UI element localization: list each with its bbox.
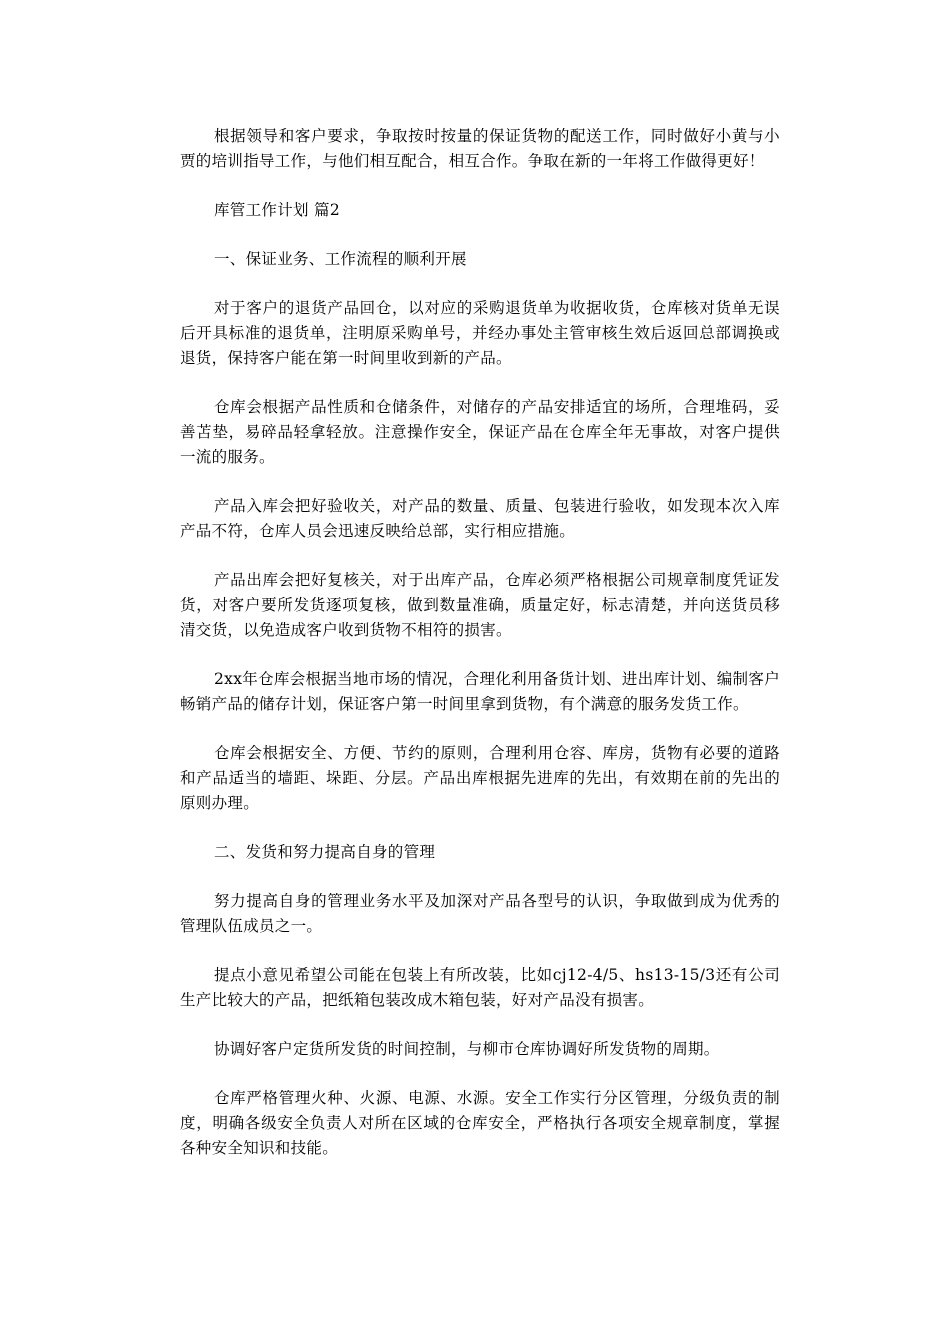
paragraph-inbound: 产品入库会把好验收关，对产品的数量、质量、包装进行验收，如发现本次入库产品不符，仓库人员会迅速反映给总部，实行相应措施。: [180, 497, 780, 540]
paragraph-coordination: 协调好客户定货所发货的时间控制，与柳市仓库协调好所发货物的周期。: [214, 1040, 720, 1058]
paragraph-planning: 2xx年仓库会根据当地市场的情况，合理化利用备货计划、进出库计划、编制客户畅销产品的储存计划，保证客户第一时间里拿到货物，有个满意的服务发货工作。: [180, 670, 780, 713]
heading-2: 二、发货和努力提高自身的管理: [214, 843, 436, 861]
paragraph-intro: 根据领导和客户要求，争取按时按量的保证货物的配送工作，同时做好小黄与小贾的培训指导工作，与他们相互配合，相互合作。争取在新的一年将工作做得更好！: [180, 127, 780, 170]
paragraph-self-improvement: 努力提高自身的管理业务水平及加深对产品各型号的认识，争取做到成为优秀的管理队伍成员之一。: [180, 892, 780, 935]
section-title: 库管工作计划 篇2: [214, 201, 340, 219]
paragraph-returns: 对于客户的退货产品回仓，以对应的采购退货单为收据收货，仓库核对货单无误后开具标准的退货单，注明原采购单号，并经办事处主管审核生效后返回总部调换或退货，保持客户能在第一时间里收到新的产品。: [180, 299, 780, 367]
paragraph-outbound: 产品出库会把好复核关，对于出库产品，仓库必须严格根据公司规章制度凭证发货，对客户要所发货逐项复核，做到数量准确，质量定好，标志清楚，并向送货员移清交货，以免造成客户收到货物不相符的损害。: [180, 571, 780, 639]
document-body: [180, 124, 780, 1185]
paragraph-packaging: 提点小意见希望公司能在包装上有所改装，比如cj12-4/5、hs13-15/3还有公司生产比较大的产品，把纸箱包装改成木箱包装，好对产品没有损害。: [180, 966, 780, 1009]
paragraph-space: 仓库会根据安全、方便、节约的原则，合理利用仓容、库房，货物有必要的道路和产品适当的墙距、垛距、分层。产品出库根据先进库的先出，有效期在前的先出的原则办理。: [180, 744, 780, 812]
paragraph-safety: 仓库严格管理火种、火源、电源、水源。安全工作实行分区管理，分级负责的制度，明确各级安全负责人对所在区域的仓库安全，严格执行各项安全规章制度，掌握各种安全知识和技能。: [180, 1089, 780, 1157]
heading-1: 一、保证业务、工作流程的顺利开展: [214, 250, 467, 268]
paragraph-storage: 仓库会根据产品性质和仓储条件，对储存的产品安排适宜的场所，合理堆码，妥善苫垫，易碎品轻拿轻放。注意操作安全，保证产品在仓库全年无事故，对客户提供一流的服务。: [180, 398, 780, 466]
